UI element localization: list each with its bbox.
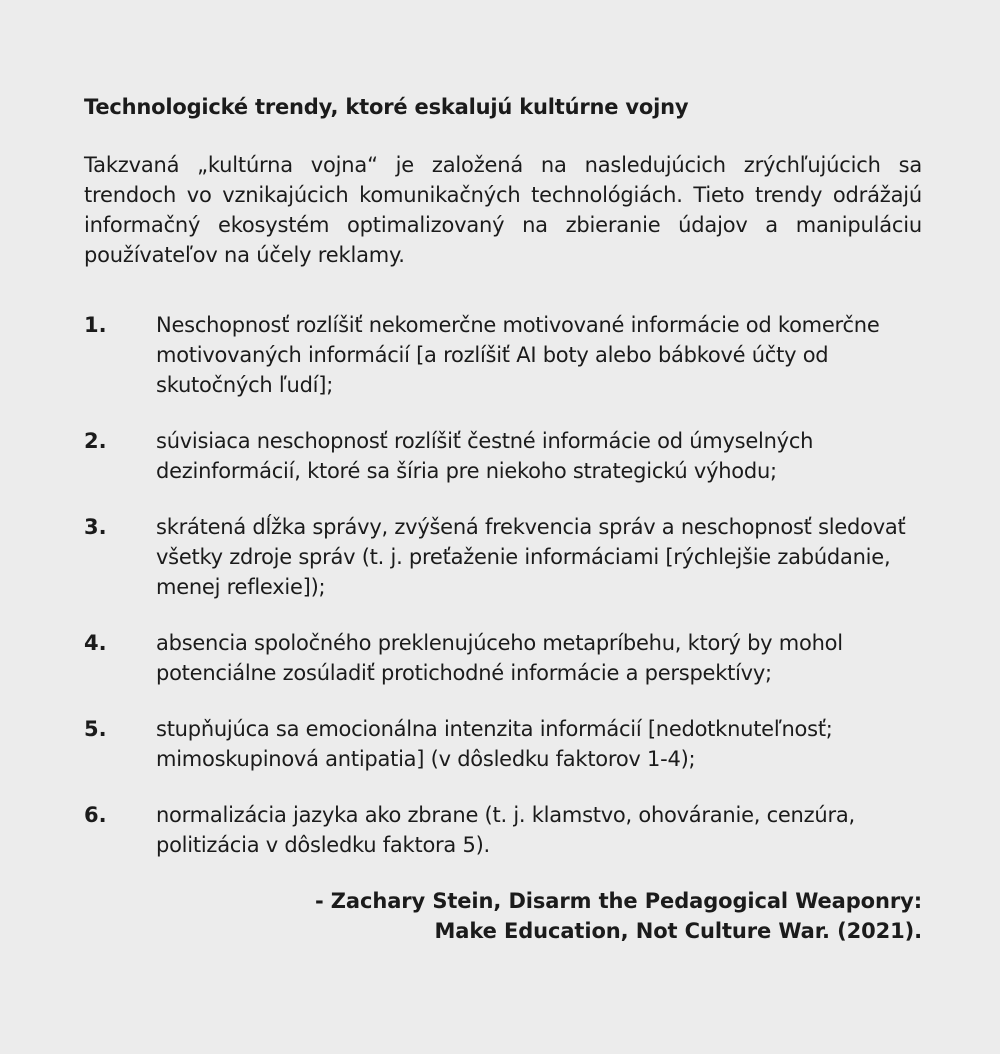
list-item-text: skrátená dĺžka správy, zvýšená frekvencia správ a neschopnosť sledovať všetky zdroje správ (t. j. preťaženie informáciami [rýchlejšie zabúdanie, menej reflexie]); [156, 515, 906, 599]
intro-paragraph: Takzvaná „kultúrna vojna“ je založená na nasledujúcich zrýchľujúcich sa trendoch vo vznikajúcich komunikačných technológiách. Tieto trendy odrážajú informačný ekosystém optimalizovaný na zbieranie údajov a manipuláciu používateľov na účely reklamy. [84, 153, 922, 267]
list-item-number: 2. [84, 429, 107, 453]
list-item-text: Neschopnosť rozlíšiť nekomerčne motivované informácie od komerčne motivovaných informácií [a rozlíšiť AI boty alebo bábkové účty od skutočných ľudí]; [156, 313, 880, 397]
citation [84, 886, 922, 946]
list-item [84, 512, 922, 602]
list-item-text: stupňujúca sa emocionálna intenzita informácií [nedotknuteľnosť; mimoskupinová antipatia] (v dôsledku faktorov 1-4); [156, 717, 833, 771]
list-item-number: 4. [84, 631, 107, 655]
citation-line-1: - Zachary Stein, Disarm the Pedagogical Weaponry: [314, 889, 922, 913]
list-item [84, 426, 922, 486]
trend-list [84, 310, 922, 860]
list-item [84, 714, 922, 774]
list-item [84, 800, 922, 860]
list-item [84, 628, 922, 688]
list-item-text: súvisiaca neschopnosť rozlíšiť čestné informácie od úmyselných dezinformácií, ktoré sa šíria pre niekoho strategickú výhodu; [156, 429, 814, 483]
list-item-number: 6. [84, 803, 107, 827]
list-item-number: 5. [84, 717, 107, 741]
list-item-text: normalizácia jazyka ako zbrane (t. j. klamstvo, ohováranie, cenzúra, politizácia v dôsledku faktora 5). [156, 803, 855, 857]
list-item [84, 310, 922, 400]
document-title: Technologické trendy, ktoré eskalujú kultúrne vojny [84, 95, 689, 119]
document-page [84, 92, 922, 946]
list-item-number: 3. [84, 515, 107, 539]
list-item-number: 1. [84, 313, 107, 337]
list-item-text: absencia spoločného preklenujúceho metapríbehu, ktorý by mohol potenciálne zosúladiť protichodné informácie a perspektívy; [156, 631, 843, 685]
citation-line-2: Make Education, Not Culture War. (2021). [434, 919, 922, 943]
